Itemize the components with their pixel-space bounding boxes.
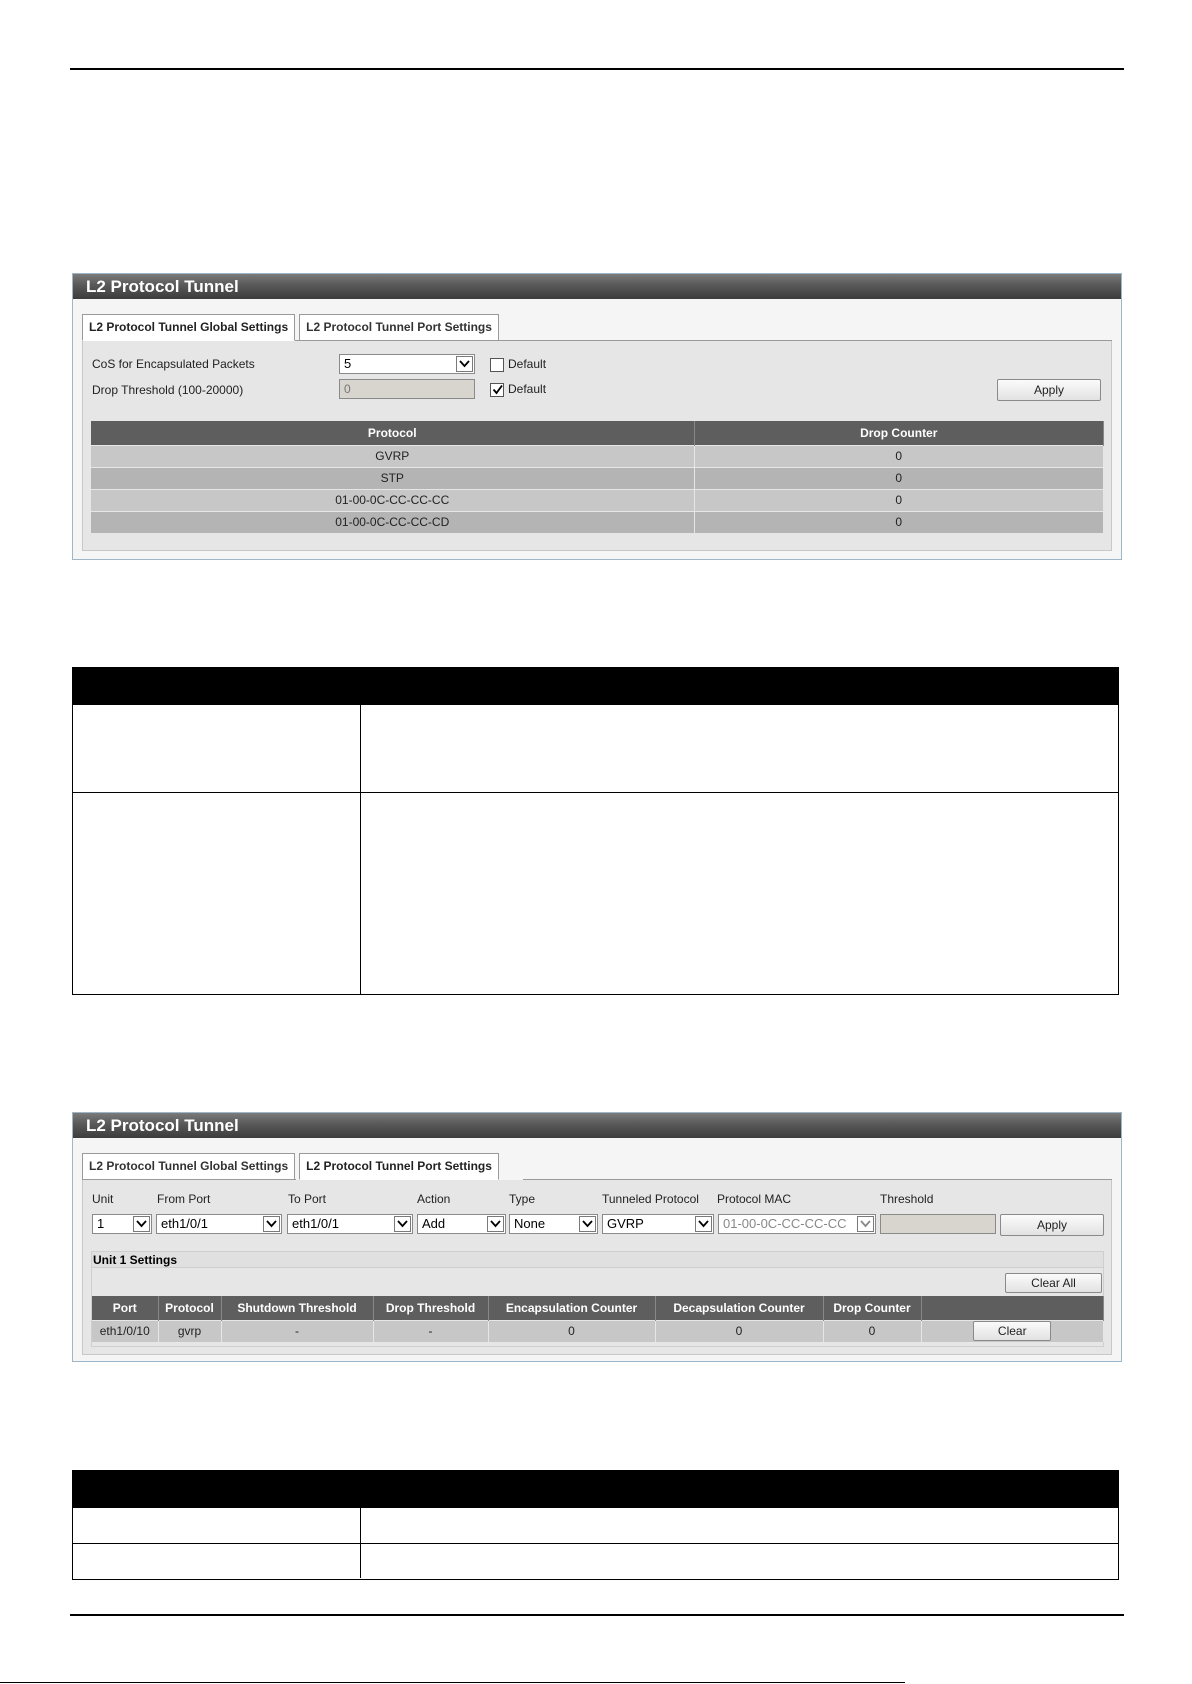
threshold-label: Threshold	[880, 1192, 934, 1206]
checkmark-icon	[492, 384, 503, 395]
action-value: Add	[422, 1216, 446, 1231]
chevron-down-icon[interactable]	[456, 356, 473, 372]
desc-cell	[361, 705, 1118, 792]
panel-title: L2 Protocol Tunnel	[73, 1113, 1121, 1138]
clear-all-button[interactable]: Clear All	[1005, 1273, 1102, 1293]
chevron-down-icon[interactable]	[487, 1216, 504, 1232]
table-header	[73, 668, 1118, 704]
protocol-cell: gvrp	[158, 1320, 221, 1342]
from-port-value: eth1/0/1	[161, 1216, 208, 1231]
protocol-mac-select[interactable]	[718, 1214, 876, 1234]
table-row	[73, 792, 1118, 994]
type-value: None	[514, 1216, 546, 1231]
table-row	[73, 704, 1118, 792]
desc-cell	[361, 1508, 1118, 1543]
parameter-table-1	[72, 667, 1119, 995]
drop-threshold-input[interactable]: 0	[339, 379, 475, 399]
shutdown-threshold-cell: -	[221, 1320, 373, 1342]
chevron-down-icon[interactable]	[133, 1216, 150, 1232]
from-port-select[interactable]	[156, 1214, 282, 1234]
drop-default-checkbox[interactable]	[490, 383, 504, 397]
col-protocol: Protocol	[91, 421, 694, 445]
col-protocol: Protocol	[158, 1296, 221, 1320]
protocol-table	[91, 421, 1104, 533]
table-row	[91, 467, 1104, 489]
chevron-down-icon[interactable]	[394, 1216, 411, 1232]
unit-label: Unit	[92, 1192, 114, 1206]
action-cell	[921, 1320, 1104, 1342]
unit-select[interactable]	[92, 1214, 152, 1234]
col-encapsulation-counter: Encapsulation Counter	[488, 1296, 655, 1320]
desc-cell	[361, 1544, 1118, 1578]
from-port-label: From Port	[157, 1192, 211, 1206]
drop-counter-cell: 0	[694, 445, 1104, 467]
drop-counter-cell: 0	[694, 467, 1104, 489]
tunneled-protocol-select[interactable]	[602, 1214, 714, 1234]
cos-default-checkbox[interactable]	[490, 358, 504, 372]
protocol-mac-value: 01-00-0C-CC-CC-CC	[723, 1216, 847, 1231]
unit-value: 1	[97, 1216, 105, 1231]
action-label: Action	[417, 1192, 451, 1206]
type-label: Type	[509, 1192, 536, 1206]
col-drop-counter: Drop Counter	[694, 421, 1104, 445]
panel-title: L2 Protocol Tunnel	[73, 274, 1121, 299]
top-rule	[70, 68, 1124, 70]
cos-value: 5	[344, 356, 352, 371]
table-row	[91, 489, 1104, 511]
tab-port-settings[interactable]: L2 Protocol Tunnel Port Settings	[299, 1153, 499, 1180]
desc-cell	[361, 793, 1118, 994]
table-row	[73, 1543, 1118, 1578]
threshold-input[interactable]	[880, 1214, 996, 1234]
action-select[interactable]	[417, 1214, 506, 1234]
type-select[interactable]	[509, 1214, 598, 1234]
tunneled-protocol-value: GVRP	[607, 1216, 644, 1231]
protocol-mac-label: Protocol MAC	[717, 1192, 792, 1206]
decapsulation-counter-cell: 0	[655, 1320, 823, 1342]
table-row	[91, 445, 1104, 467]
tab-global-settings[interactable]: L2 Protocol Tunnel Global Settings	[82, 1153, 295, 1180]
parameter-table-2	[72, 1470, 1119, 1580]
drop-counter-cell: 0	[823, 1320, 921, 1342]
tunneled-protocol-label: Tunneled Protocol	[602, 1192, 699, 1206]
col-action	[921, 1296, 1104, 1320]
param-cell	[73, 705, 361, 792]
port-table	[92, 1296, 1104, 1342]
global-settings-panel	[72, 273, 1122, 560]
apply-button[interactable]: Apply	[1000, 1214, 1104, 1236]
protocol-cell: 01-00-0C-CC-CC-CD	[91, 511, 694, 533]
tab-port-settings[interactable]: L2 Protocol Tunnel Port Settings	[299, 314, 499, 341]
col-shutdown-threshold: Shutdown Threshold	[221, 1296, 373, 1320]
protocol-cell: 01-00-0C-CC-CC-CC	[91, 489, 694, 511]
chevron-down-icon[interactable]	[263, 1216, 280, 1232]
to-port-value: eth1/0/1	[292, 1216, 339, 1231]
table-header	[73, 1471, 1118, 1507]
apply-button[interactable]: Apply	[997, 379, 1101, 401]
protocol-cell: STP	[91, 467, 694, 489]
drop-counter-cell: 0	[694, 489, 1104, 511]
param-cell	[73, 1508, 361, 1543]
tab-global-settings[interactable]: L2 Protocol Tunnel Global Settings	[82, 314, 295, 341]
port-cell: eth1/0/10	[92, 1320, 158, 1342]
global-settings-content	[82, 341, 1112, 551]
port-settings-content	[82, 1180, 1112, 1355]
param-cell	[73, 793, 361, 994]
unit-settings-title: Unit 1 Settings	[92, 1252, 1103, 1268]
encapsulation-counter-cell: 0	[488, 1320, 655, 1342]
clear-button[interactable]: Clear	[973, 1321, 1051, 1341]
chevron-down-icon[interactable]	[579, 1216, 596, 1232]
col-port: Port	[92, 1296, 158, 1320]
drop-threshold-label: Drop Threshold (100-20000)	[92, 383, 244, 397]
cos-label: CoS for Encapsulated Packets	[92, 357, 255, 371]
chevron-down-icon[interactable]	[857, 1216, 874, 1232]
port-settings-panel	[72, 1112, 1122, 1362]
bottom-rule	[70, 1614, 1124, 1616]
protocol-cell: GVRP	[91, 445, 694, 467]
cos-default-label: Default	[508, 357, 547, 371]
col-decapsulation-counter: Decapsulation Counter	[655, 1296, 823, 1320]
footer-rule	[0, 1682, 905, 1683]
to-port-label: To Port	[288, 1192, 327, 1206]
param-cell	[73, 1544, 361, 1578]
table-row	[92, 1320, 1104, 1342]
col-drop-threshold: Drop Threshold	[373, 1296, 488, 1320]
table-row	[91, 511, 1104, 533]
chevron-down-icon[interactable]	[695, 1216, 712, 1232]
drop-threshold-cell: -	[373, 1320, 488, 1342]
table-row	[73, 1507, 1118, 1543]
drop-counter-cell: 0	[694, 511, 1104, 533]
to-port-select[interactable]	[287, 1214, 413, 1234]
col-drop-counter: Drop Counter	[823, 1296, 921, 1320]
cos-select[interactable]	[339, 354, 475, 374]
drop-default-label: Default	[508, 382, 547, 396]
